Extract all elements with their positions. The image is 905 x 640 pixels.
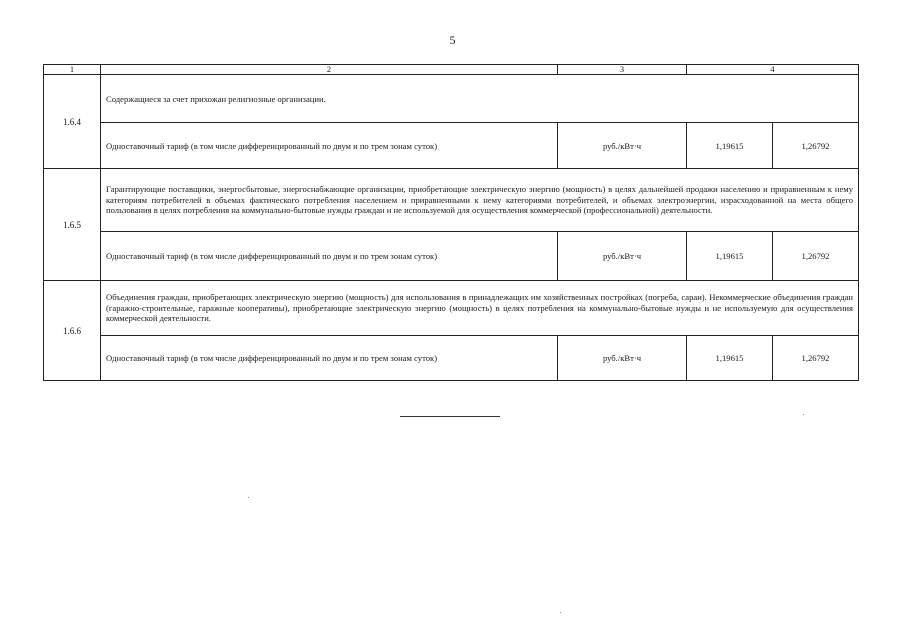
value-cell-1: 1,19615 [687,232,773,281]
header-col-2: 2 [101,65,558,75]
scan-speck [248,497,249,498]
group-description: Объединения граждан, приобретающих электрическую энергию (мощность) для использования в принадлежащих им хозяйственных постройках (погреба, сараи). Некоммерческие объединения граждан (гаражно-строительные, гаражные кооперативы), приобретающие электрическую энергию (мощность) в целях потребления на коммунально-бытовые нужды и не используемую для осуществления коммерческой деятельности. [101,281,859,336]
value-cell-2: 1,26792 [773,123,859,169]
tariff-row [44,232,859,281]
group-code: 1.6.4 [44,75,101,169]
tariff-table [43,64,859,381]
end-rule [400,416,500,417]
page-number: 5 [449,33,456,47]
tariff-row [44,123,859,169]
unit-cell: руб./кВт·ч [558,123,687,169]
value-cell-2: 1,26792 [773,232,859,281]
tariff-label: Одноставочный тариф (в том числе дифференцированный по двум и по трем зонам суток) [101,336,558,381]
scan-speck [803,414,804,415]
unit-cell: руб./кВт·ч [558,336,687,381]
value-cell-1: 1,19615 [687,336,773,381]
header-col-1: 1 [44,65,101,75]
value-cell-2: 1,26792 [773,336,859,381]
group-code: 1.6.5 [44,169,101,281]
value-cell-1: 1,19615 [687,123,773,169]
group-code: 1.6.6 [44,281,101,381]
tariff-row [44,336,859,381]
unit-cell: руб./кВт·ч [558,232,687,281]
tariff-label: Одноставочный тариф (в том числе дифференцированный по двум и по трем зонам суток) [101,232,558,281]
header-col-4: 4 [687,65,859,75]
group-description: Содержащиеся за счет прихожан религиозные организации. [101,75,859,123]
group-description-row [44,75,859,123]
group-description-row [44,169,859,232]
header-row [44,65,859,75]
group-description: Гарантирующие поставщики, энергосбытовые, энергоснабжающие организации, приобретающие электрическую энергию (мощность) в целях дальнейшей продажи населению и приравненным к нему категориям потребителей в объемах фактического потребления населением и приравненными к нему категориями потребителей, и объемах электроэнергии, израсходованной на места общего пользования в целях потребления на коммунально-бытовые нужды граждан и не используемой для осуществления коммерческой (профессиональной) деятельности. [101,169,859,232]
tariff-label: Одноставочный тариф (в том числе дифференцированный по двум и по трем зонам суток) [101,123,558,169]
scan-speck [560,612,561,613]
header-col-3: 3 [558,65,687,75]
group-description-row [44,281,859,336]
